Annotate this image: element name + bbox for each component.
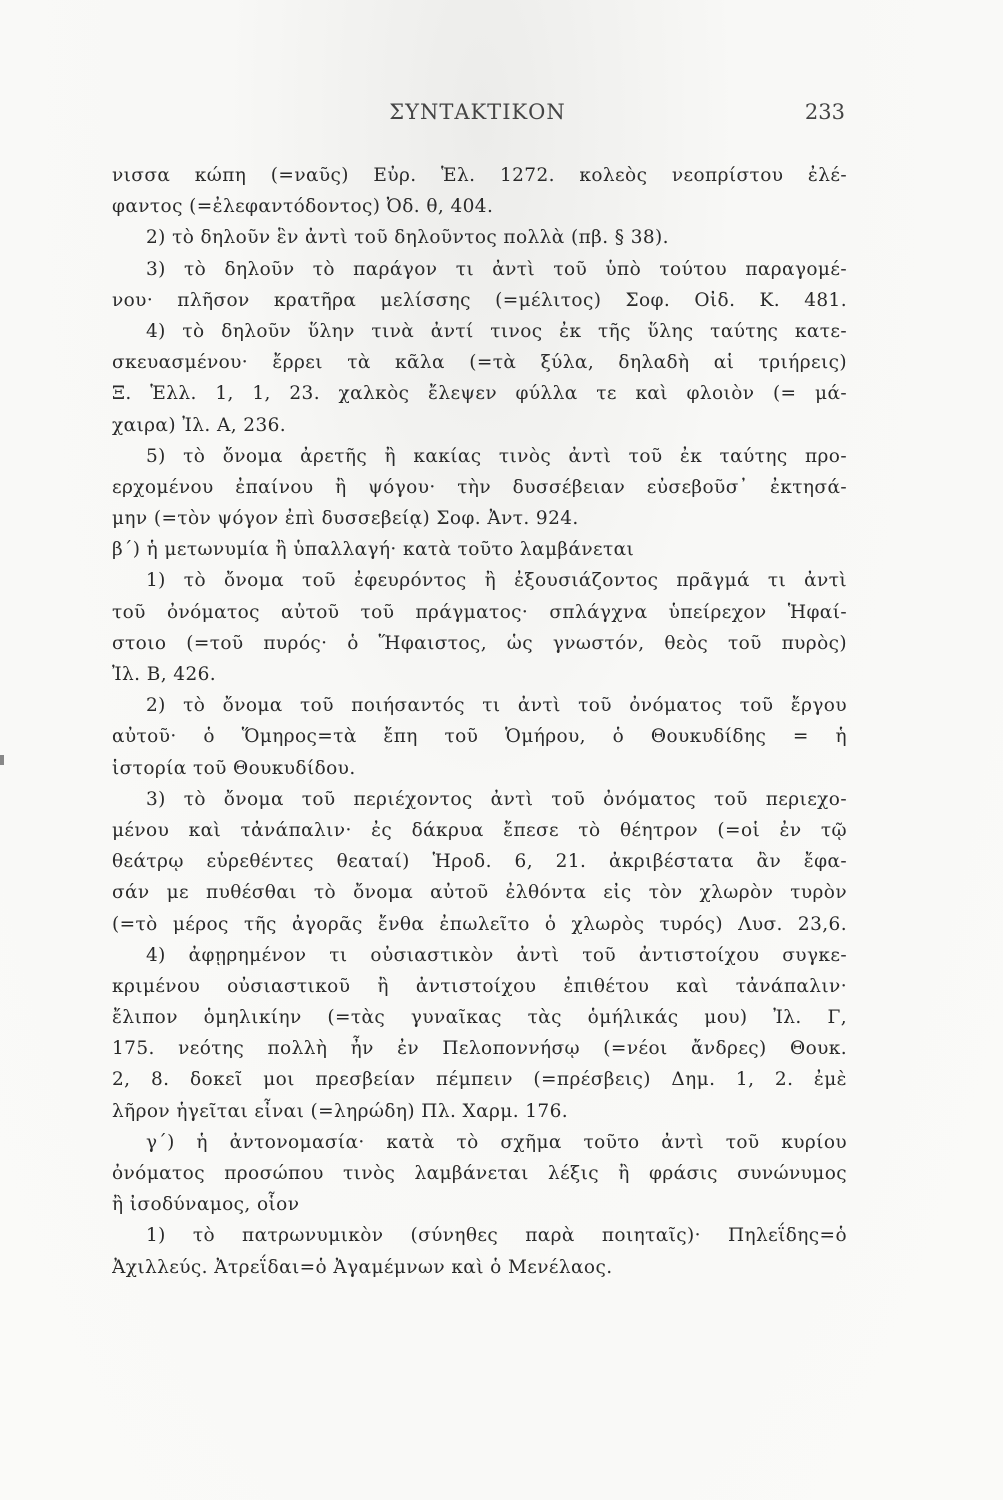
text-line: 175. νεότης πολλὴ ἦν ἐν Πελοποννήσῳ (=νέοι ἄνδρες) Θουκ. xyxy=(112,1038,847,1060)
text-line: χαιρα) Ἰλ. Α, 236. xyxy=(112,414,287,436)
text-line: ἱστορία τοῦ Θουκυδίδου. xyxy=(112,757,356,779)
text-line: κριμένου οὐσιαστικοῦ ἢ ἀντιστοίχου ἐπιθέτου καὶ τἀνάπαλιν· xyxy=(112,975,847,997)
text-line: ὀνόματος προσώπου τινὸς λαμβάνεται λέξις ἢ φράσις συνώνυμος xyxy=(112,1163,847,1184)
text-line: θεάτρῳ εὑρεθέντες θεαταί) Ἡροδ. 6, 21. ἀκριβέστατα ἂν ἔφα- xyxy=(112,851,847,873)
text-line: 2) τὸ δηλοῦν ἓν ἀντὶ τοῦ δηλοῦντος πολλὰ (πβ. § 38). xyxy=(146,227,669,249)
body-text xyxy=(112,160,847,1283)
text-line: 2) τὸ ὄνομα τοῦ ποιήσαντός τι ἀντὶ τοῦ ὀνόματος τοῦ ἔργου xyxy=(146,695,847,717)
text-line: 5) τὸ ὄνομα ἀρετῆς ἢ κακίας τινὸς ἀντὶ τοῦ ἐκ ταύτης προ- xyxy=(146,445,847,467)
page-header xyxy=(110,100,845,136)
running-title: ΣΥΝΤΑΚΤΙΚΟΝ xyxy=(389,100,566,124)
text-line: φαντος (=ἐλεφαντόδοντος) Ὀδ. θ, 404. xyxy=(112,196,494,218)
text-line: ερχομένου ἐπαίνου ἢ ψόγου· τὴν δυσσέβειαν εὐσεβοῦσ᾽ ἐκτησά- xyxy=(112,476,847,498)
text-line: σκευασμένου· ἔρρει τὰ κᾶλα (=τὰ ξύλα, δηλαδὴ αἱ τριήρεις) xyxy=(112,352,847,374)
text-line: (=τὸ μέρος τῆς ἀγορᾶς ἔνθα ἐπωλεῖτο ὁ χλωρὸς τυρός) Λυσ. 23,6. xyxy=(112,913,847,935)
text-line: 3) τὸ ὄνομα τοῦ περιέχοντος ἀντὶ τοῦ ὀνόματος τοῦ περιεχο- xyxy=(146,788,847,810)
text-line: τοῦ ὀνόματος αὐτοῦ τοῦ πράγματος· σπλάγχνα ὑπείρεχον Ἡφαί- xyxy=(112,601,847,623)
text-line: μένου καὶ τἀνάπαλιν· ἐς δάκρυα ἔπεσε τὸ θέητρον (=οἱ ἐν τῷ xyxy=(112,819,847,841)
text-line: 1) τὸ πατρωνυμικὸν (σύνηθες παρὰ ποιηταῖς)· Πηλεΐδης=ὁ xyxy=(146,1225,847,1247)
text-line: αὐτοῦ· ὁ Ὅμηρος=τὰ ἔπη τοῦ Ὁμήρου, ὁ Θουκυδίδης = ἡ xyxy=(112,726,847,748)
text-line: β΄) ἡ μετωνυμία ἢ ὑπαλλαγή· κατὰ τοῦτο λαμβάνεται xyxy=(112,539,635,561)
text-line: Ἀχιλλεύς. Ἀτρεΐδαι=ὁ Ἀγαμέμνων καὶ ὁ Μενέλαος. xyxy=(112,1256,613,1278)
text-line: 2, 8. δοκεῖ μοι πρεσβείαν πέμπειν (=πρέσβεις) Δημ. 1, 2. ἐμὲ xyxy=(112,1069,847,1091)
scan-edge-mark xyxy=(0,755,4,765)
text-line: 4) ἀφῃρημένον τι οὐσιαστικὸν ἀντὶ τοῦ ἀντιστοίχου συγκε- xyxy=(146,944,847,966)
text-line: νου· πλῆσον κρατῆρα μελίσσης (=μέλιτος) Σοφ. Οἰδ. Κ. 481. xyxy=(112,289,847,311)
text-line: σάν με πυθέσθαι τὸ ὄνομα αὐτοῦ ἐλθόντα εἰς τὸν χλωρὸν τυρὸν xyxy=(112,882,847,904)
text-line: γ΄) ἡ ἀντονομασία· κατὰ τὸ σχῆμα τοῦτο ἀντὶ τοῦ κυρίου xyxy=(146,1131,847,1153)
text-line: Ξ. Ἑλλ. 1, 1, 23. χαλκὸς ἔλεψεν φύλλα τε καὶ φλοιὸν (= μά- xyxy=(112,383,847,405)
text-line: στοιο (=τοῦ πυρός· ὁ Ἥφαιστος, ὡς γνωστόν, θεὸς τοῦ πυρὸς) xyxy=(112,632,847,654)
text-line: λῆρον ἡγεῖται εἶναι (=ληρώδη) Πλ. Χαρμ. 176. xyxy=(112,1100,569,1122)
text-line: ἢ ἰσοδύναμος, οἷον xyxy=(112,1194,300,1216)
text-line: μην (=τὸν ψόγον ἐπὶ δυσσεβείᾳ) Σοφ. Ἀντ. 924. xyxy=(112,508,579,530)
text-line: 4) τὸ δηλοῦν ὕλην τινὰ ἀντί τινος ἐκ τῆς ὕλης ταύτης κατε- xyxy=(146,320,847,342)
text-line: νισσα κώπη (=ναῦς) Εὐρ. Ἑλ. 1272. κολεὸς νεοπρίστου ἐλέ- xyxy=(112,165,847,186)
text-line: Ἰλ. Β, 426. xyxy=(112,664,217,685)
text-line: 3) τὸ δηλοῦν τὸ παράγον τι ἀντὶ τοῦ ὑπὸ τούτου παραγομέ- xyxy=(146,258,847,280)
text-line: ἔλιπον ὁμηλικίην (=τὰς γυναῖκας τὰς ὁμήλικάς μου) Ἰλ. Γ, xyxy=(112,1007,847,1029)
text-line: 1) τὸ ὄνομα τοῦ ἐφευρόντος ἢ ἐξουσιάζοντος πρᾶγμά τι ἀντὶ xyxy=(146,570,847,592)
page-number: 233 xyxy=(804,100,845,124)
